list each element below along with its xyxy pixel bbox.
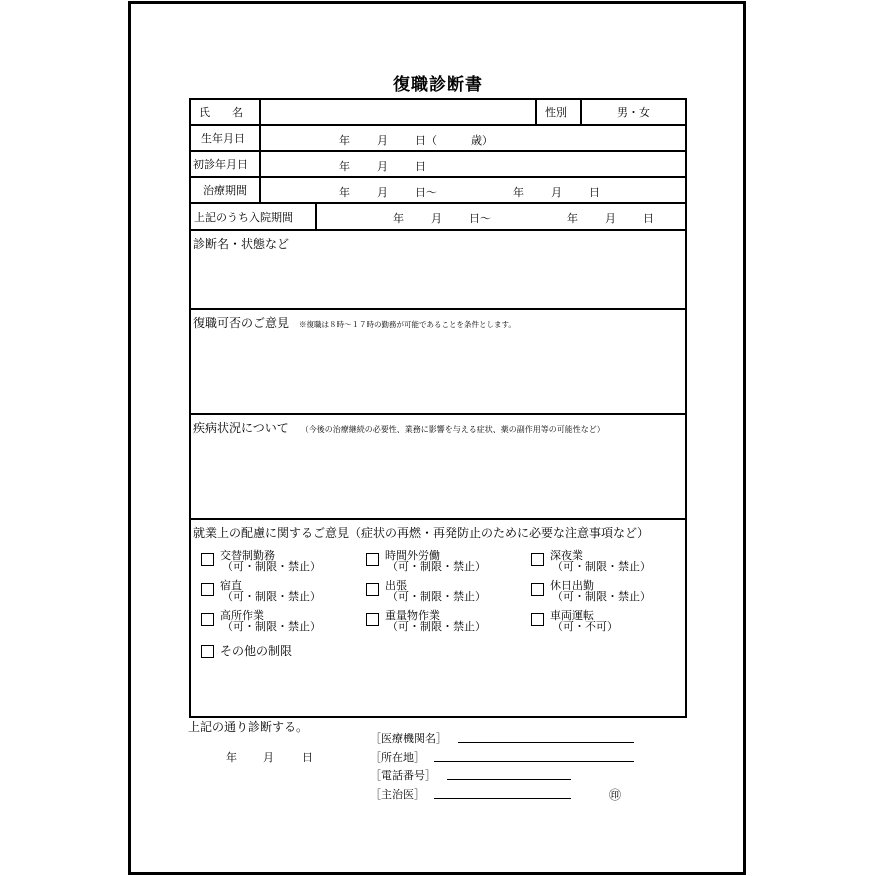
seal-icon: ㊞ — [609, 788, 622, 802]
checkbox-icon[interactable] — [531, 613, 544, 626]
institution-label: ［医療機関名］ — [370, 732, 447, 745]
checkbox-label: 交替制勤務 — [220, 549, 275, 562]
checkbox-label: 出張 — [385, 579, 407, 592]
birth-month: 月 — [377, 134, 388, 147]
section-return-opinion[interactable] — [191, 310, 685, 415]
first-visit-label: 初診年月日 — [193, 158, 248, 171]
name-field[interactable] — [261, 100, 535, 124]
disease-label-wrap — [193, 419, 605, 436]
doctor-label: ［主治医］ — [370, 788, 425, 801]
institution-line[interactable] — [458, 742, 634, 743]
checkbox-label: その他の制限 — [220, 644, 293, 658]
checkbox-high-place-work[interactable] — [201, 610, 321, 632]
checkbox-options: （可・制限・禁止） — [222, 620, 321, 633]
checkbox-business-trip[interactable] — [366, 580, 486, 602]
consideration-label: 就業上の配慮に関するご意見（症状の再燃・再発防止のために必要な注意事項など） — [193, 526, 650, 540]
row-first-visit — [191, 152, 685, 178]
birth-year: 年 — [339, 134, 350, 147]
row-treatment — [191, 178, 685, 204]
checkbox-night-work[interactable] — [531, 550, 651, 572]
checkbox-label: 宿直 — [220, 579, 242, 592]
checkbox-label: 深夜業 — [550, 549, 583, 562]
address-label: ［所在地］ — [370, 751, 425, 764]
treatment-label: 治療期間 — [203, 184, 247, 197]
first-visit-month: 月 — [377, 160, 388, 173]
checkbox-icon[interactable] — [201, 583, 214, 596]
checkbox-options: （可・制限・禁止） — [387, 620, 486, 633]
diagnosis-label: 診断名・状態など — [193, 237, 290, 251]
checkbox-options: （可・制限・禁止） — [552, 560, 651, 573]
divider — [259, 178, 261, 202]
name-label: 氏 名 — [199, 106, 243, 119]
checkbox-other-restrictions[interactable] — [201, 644, 292, 658]
first-visit-year: 年 — [339, 160, 350, 173]
checkbox-options: （可・制限・禁止） — [222, 590, 321, 603]
footer-year: 年 — [226, 751, 237, 764]
divider — [535, 100, 537, 124]
checkbox-icon[interactable] — [201, 645, 214, 658]
checkbox-label: 重量物作業 — [385, 609, 440, 622]
treatment-year-start: 年 — [339, 186, 350, 199]
hospital-year-start: 年 — [393, 212, 404, 225]
checkbox-icon[interactable] — [531, 583, 544, 596]
address-line[interactable] — [434, 761, 634, 762]
checkbox-options: （可・制限・禁止） — [222, 560, 321, 573]
first-visit-day: 日 — [415, 160, 426, 173]
treatment-month-start: 月 — [377, 186, 388, 199]
hospital-month-end: 月 — [605, 212, 616, 225]
return-label: 復職可否のご意見 — [193, 316, 290, 330]
checkbox-label: 車両運転 — [550, 609, 594, 622]
row-birthdate — [191, 126, 685, 152]
treatment-day-end: 日 — [589, 186, 600, 199]
row-hospitalization — [191, 204, 685, 231]
checkbox-driving[interactable] — [531, 610, 618, 632]
divider — [315, 204, 317, 229]
phone-label: ［電話番号］ — [370, 769, 436, 782]
divider — [259, 152, 261, 176]
hospital-day-start: 日〜 — [469, 212, 491, 225]
form-table — [189, 98, 687, 718]
birthdate-label: 生年月日 — [201, 132, 245, 145]
disease-note: （今後の治療継続の必要性、業務に影響を与える症状、薬の副作用等の可能性など） — [300, 425, 605, 434]
checkbox-icon[interactable] — [201, 553, 214, 566]
row-name — [191, 100, 685, 126]
gender-label: 性別 — [545, 106, 567, 119]
section-disease-status[interactable] — [191, 415, 685, 520]
checkbox-heavy-lifting[interactable] — [366, 610, 486, 632]
checkbox-label: 時間外労働 — [385, 549, 440, 562]
hospital-day-end: 日 — [643, 212, 654, 225]
doctor-line[interactable] — [434, 798, 571, 799]
checkbox-icon[interactable] — [366, 553, 379, 566]
treatment-year-end: 年 — [513, 186, 524, 199]
checkbox-icon[interactable] — [531, 553, 544, 566]
checkbox-overtime[interactable] — [366, 550, 486, 572]
section-diagnosis[interactable] — [191, 231, 685, 310]
section-work-considerations — [191, 520, 685, 716]
treatment-month-end: 月 — [551, 186, 562, 199]
checkbox-night-duty[interactable] — [201, 580, 321, 602]
return-note: ※復職は８時〜１７時の勤務が可能であることを条件とします。 — [299, 320, 516, 329]
checkbox-holiday-work[interactable] — [531, 580, 651, 602]
checkbox-label: 休日出勤 — [550, 579, 594, 592]
footer-month: 月 — [263, 751, 274, 764]
treatment-day-start: 日〜 — [415, 186, 437, 199]
checkbox-icon[interactable] — [366, 613, 379, 626]
disease-label: 疾病状況について — [193, 421, 289, 435]
checkbox-icon[interactable] — [366, 583, 379, 596]
birth-day: 日（ — [415, 134, 437, 147]
checkbox-options: （可・制限・禁止） — [552, 590, 651, 603]
checkbox-shift-work[interactable] — [201, 550, 321, 572]
phone-line[interactable] — [447, 779, 571, 780]
diagnosis-statement: 上記の通り診断する。 — [188, 720, 309, 734]
checkbox-options: （可・制限・禁止） — [387, 560, 486, 573]
checkbox-icon[interactable] — [201, 613, 214, 626]
hospital-label: 上記のうち入院期間 — [194, 210, 293, 224]
birth-age: 歳） — [471, 134, 493, 147]
divider — [259, 126, 261, 150]
footer-day: 日 — [302, 751, 313, 764]
checkbox-label: 高所作業 — [220, 609, 264, 622]
checkbox-options: （可・制限・禁止） — [387, 590, 486, 603]
checkbox-options: （可・不可） — [552, 620, 618, 633]
return-label-wrap — [193, 314, 516, 331]
hospital-month-start: 月 — [431, 212, 442, 225]
hospital-year-end: 年 — [567, 212, 578, 225]
gender-options[interactable]: 男・女 — [617, 106, 650, 119]
document-title: 復職診断書 — [393, 75, 483, 95]
